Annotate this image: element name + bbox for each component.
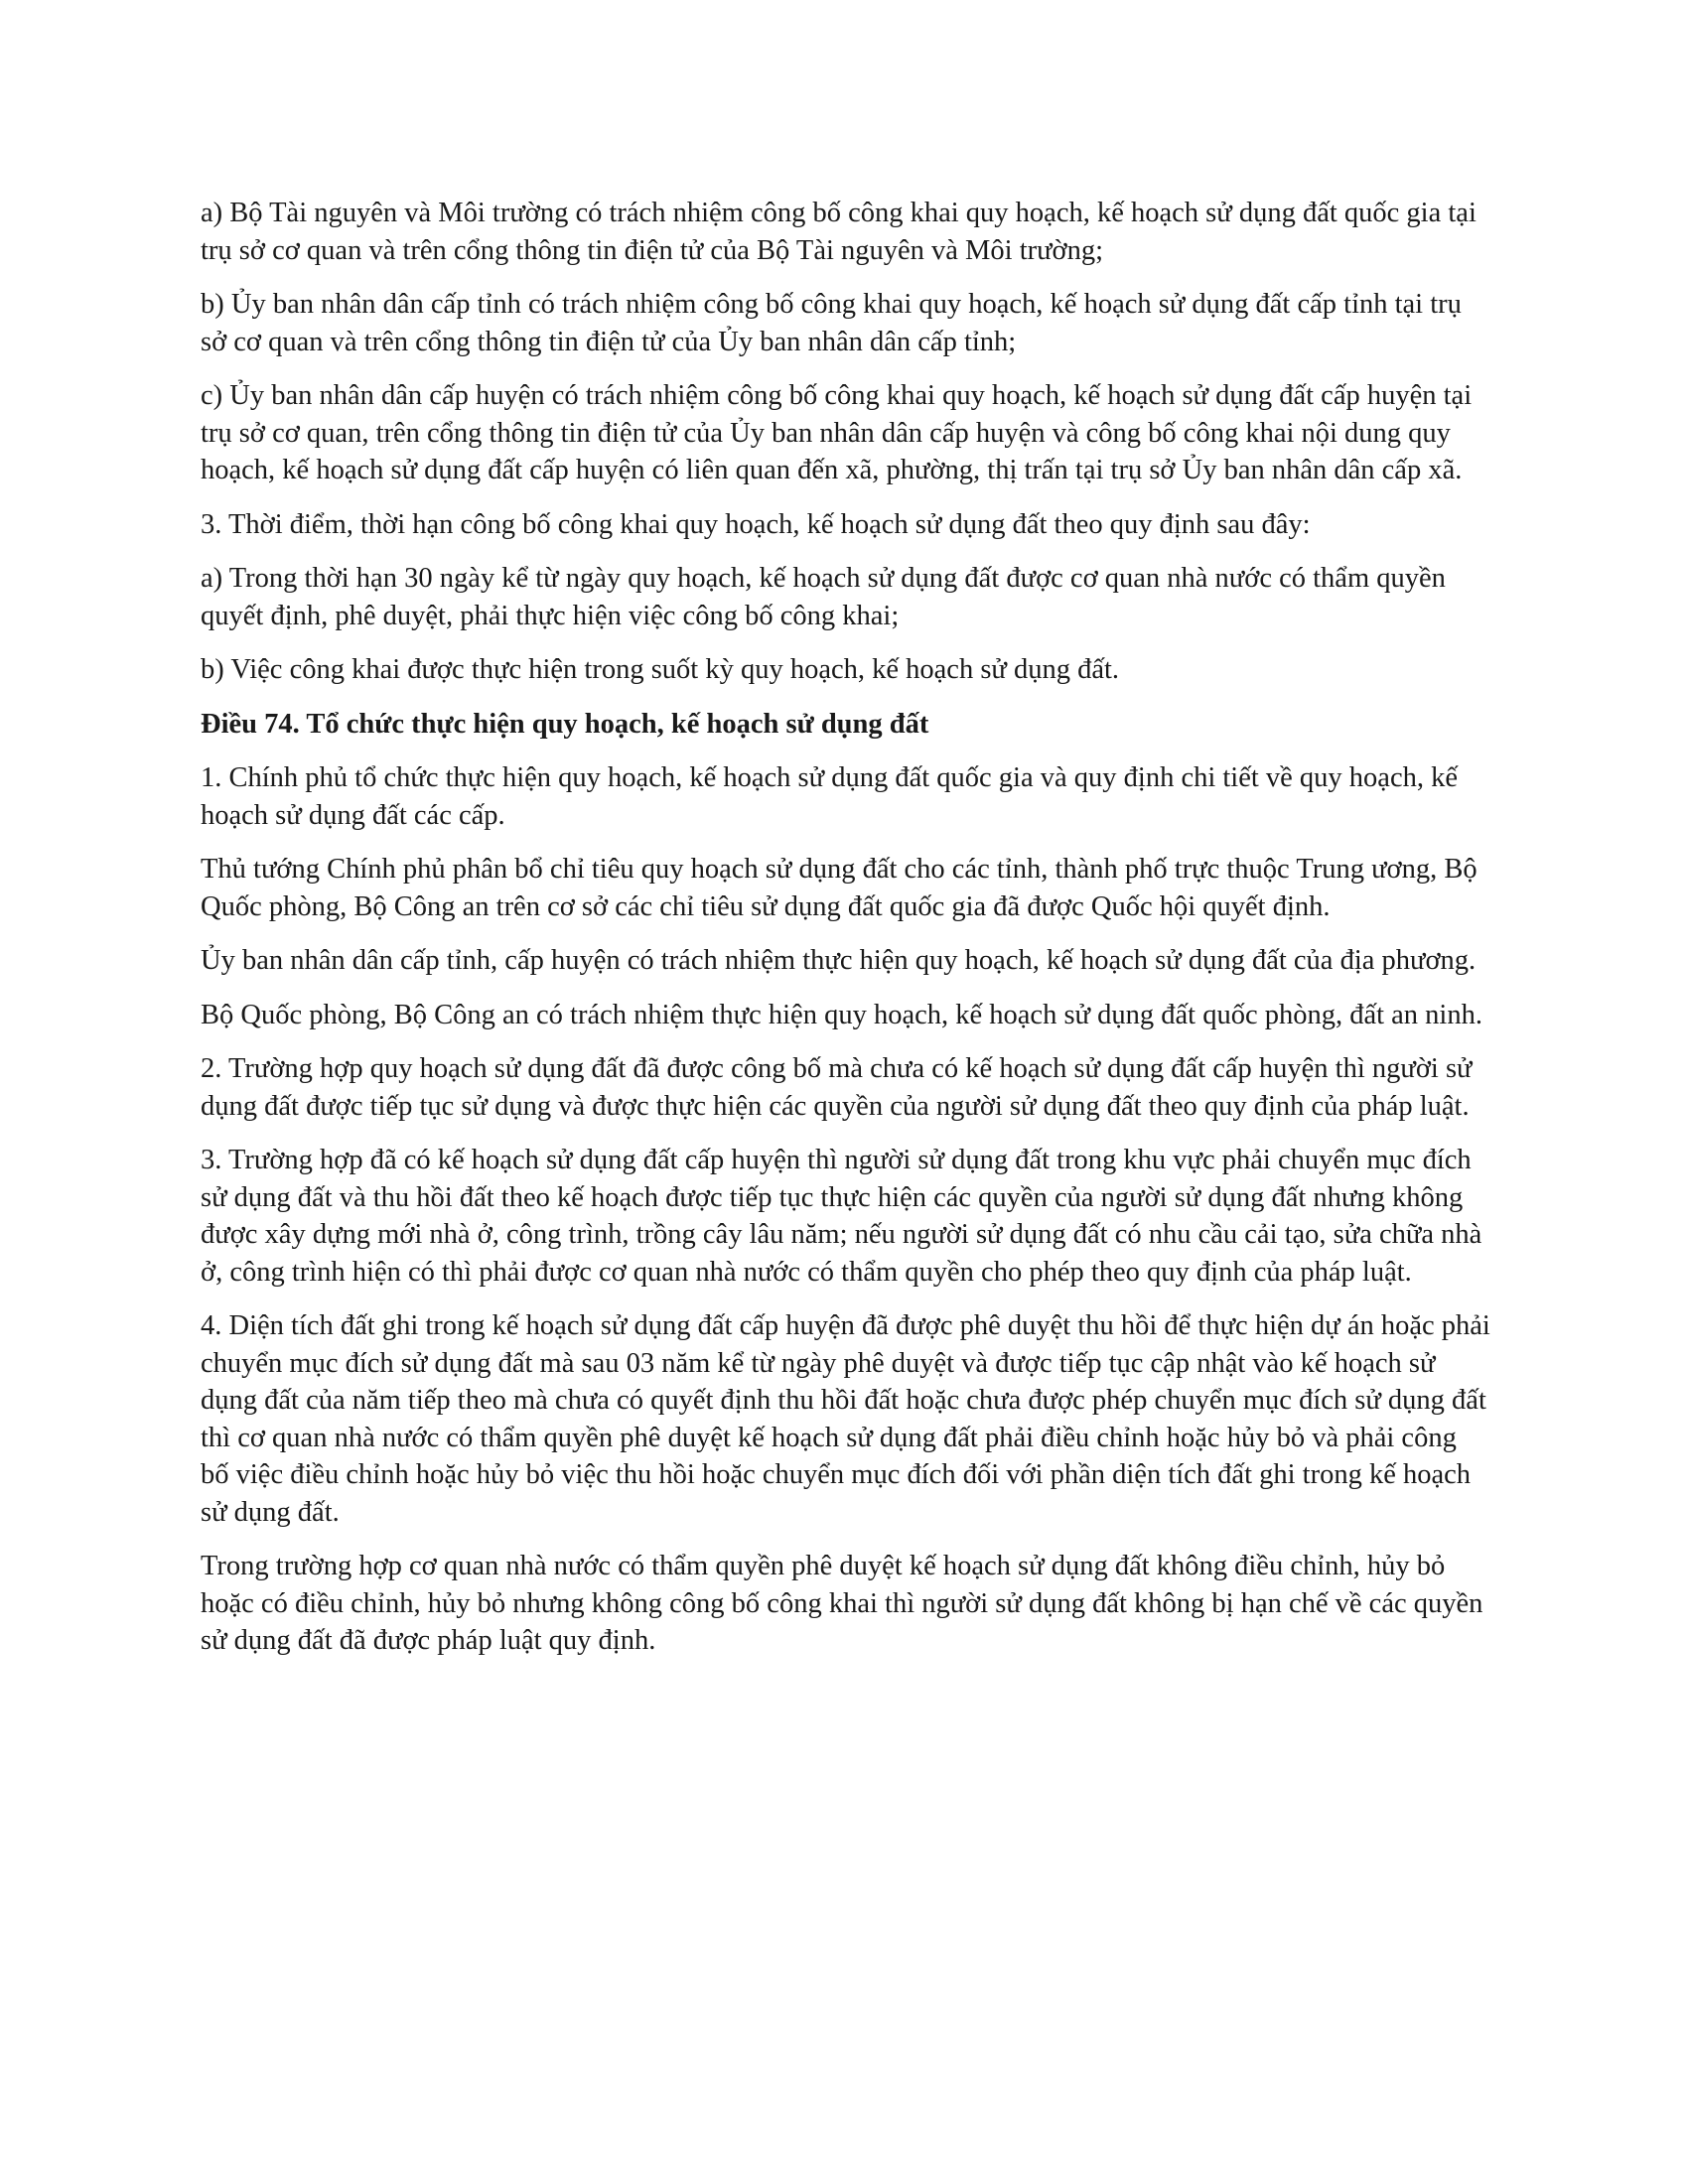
article-74-clause-3: 3. Trường hợp đã có kế hoạch sử dụng đất cấp huyện thì người sử dụng đất trong khu vực phải chuyển mục đích sử dụng đất và thu hồi đất theo kế hoạch được tiếp tục thực hiện các quyền của người sử dụng đất nhưng không được xây dựng mới nhà ở, công trình, trồng cây lâu năm; nếu người sử dụng đất có nhu cầu cải tạo, sửa chữa nhà ở, công trình hiện có thì phải được cơ quan nhà nước có thẩm quyền cho phép theo quy định của pháp luật. <box>201 1145 1482 1288</box>
clause-3b-duration: b) Việc công khai được thực hiện trong suốt kỳ quy hoạch, kế hoạch sử dụng đất. <box>201 654 1120 685</box>
document-page <box>201 195 1491 1677</box>
article-74-clause-2: 2. Trường hợp quy hoạch sử dụng đất đã được công bố mà chưa có kế hoạch sử dụng đất cấp huyện thì người sử dụng đất được tiếp tục sử dụng và được thực hiện các quyền của người sử dụng đất theo quy định của pháp luật. <box>201 1053 1473 1122</box>
article-74-prime-minister: Thủ tướng Chính phủ phân bổ chỉ tiêu quy hoạch sử dụng đất cho các tỉnh, thành phố trực thuộc Trung ương, Bộ Quốc phòng, Bộ Công an trên cơ sở các chỉ tiêu sử dụng đất quốc gia đã được Quốc hội quyết định. <box>201 854 1477 922</box>
article-74-heading: Điều 74. Tổ chức thực hiện quy hoạch, kế hoạch sử dụng đất <box>201 708 929 740</box>
article-74-clause-4: 4. Diện tích đất ghi trong kế hoạch sử dụng đất cấp huyện đã được phê duyệt thu hồi để thực hiện dự án hoặc phải chuyển mục đích sử dụng đất mà sau 03 năm kể từ ngày phê duyệt và được tiếp tục cập nhật vào kế hoạch sử dụng đất của năm tiếp theo mà chưa có quyết định thu hồi đất hoặc chưa được phép chuyển mục đích sử dụng đất thì cơ quan nhà nước có thẩm quyền phê duyệt kế hoạch sử dụng đất phải điều chỉnh hoặc hủy bỏ và phải công bố việc điều chỉnh hoặc hủy bỏ việc thu hồi hoặc chuyển mục đích đối với phần diện tích đất ghi trong kế hoạch sử dụng đất. <box>201 1310 1490 1528</box>
clause-3a-deadline: a) Trong thời hạn 30 ngày kể từ ngày quy hoạch, kế hoạch sử dụng đất được cơ quan nhà nước có thẩm quyền quyết định, phê duyệt, phải thực hiện việc công bố công khai; <box>201 563 1446 631</box>
article-74-final-paragraph: Trong trường hợp cơ quan nhà nước có thẩm quyền phê duyệt kế hoạch sử dụng đất không điều chỉnh, hủy bỏ hoặc có điều chỉnh, hủy bỏ nhưng không công bố công khai thì người sử dụng đất không bị hạn chế về các quyền sử dụng đất đã được pháp luật quy định. <box>201 1551 1483 1656</box>
clause-a-ministry: a) Bộ Tài nguyên và Môi trường có trách nhiệm công bố công khai quy hoạch, kế hoạch sử dụng đất quốc gia tại trụ sở cơ quan và trên cổng thông tin điện tử của Bộ Tài nguyên và Môi trường; <box>201 198 1477 266</box>
clause-3-timing: 3. Thời điểm, thời hạn công bố công khai quy hoạch, kế hoạch sử dụng đất theo quy định sau đây: <box>201 508 1311 540</box>
clause-b-province: b) Ủy ban nhân dân cấp tỉnh có trách nhiệm công bố công khai quy hoạch, kế hoạch sử dụng đất cấp tỉnh tại trụ sở cơ quan và trên cổng thông tin điện tử của Ủy ban nhân dân cấp tỉnh; <box>201 289 1462 357</box>
article-74-clause-1: 1. Chính phủ tổ chức thực hiện quy hoạch, kế hoạch sử dụng đất quốc gia và quy định chi tiết về quy hoạch, kế hoạch sử dụng đất các cấp. <box>201 762 1459 831</box>
article-74-defense-security: Bộ Quốc phòng, Bộ Công an có trách nhiệm thực hiện quy hoạch, kế hoạch sử dụng đất quốc phòng, đất an ninh. <box>201 999 1482 1030</box>
article-74-local-committee: Ủy ban nhân dân cấp tỉnh, cấp huyện có trách nhiệm thực hiện quy hoạch, kế hoạch sử dụng đất của địa phương. <box>201 945 1477 976</box>
clause-c-district: c) Ủy ban nhân dân cấp huyện có trách nhiệm công bố công khai quy hoạch, kế hoạch sử dụng đất cấp huyện tại trụ sở cơ quan, trên cổng thông tin điện tử của Ủy ban nhân dân cấp huyện và công bố công khai nội dung quy hoạch, kế hoạch sử dụng đất cấp huyện có liên quan đến xã, phường, thị trấn tại trụ sở Ủy ban nhân dân cấp xã. <box>201 380 1473 485</box>
